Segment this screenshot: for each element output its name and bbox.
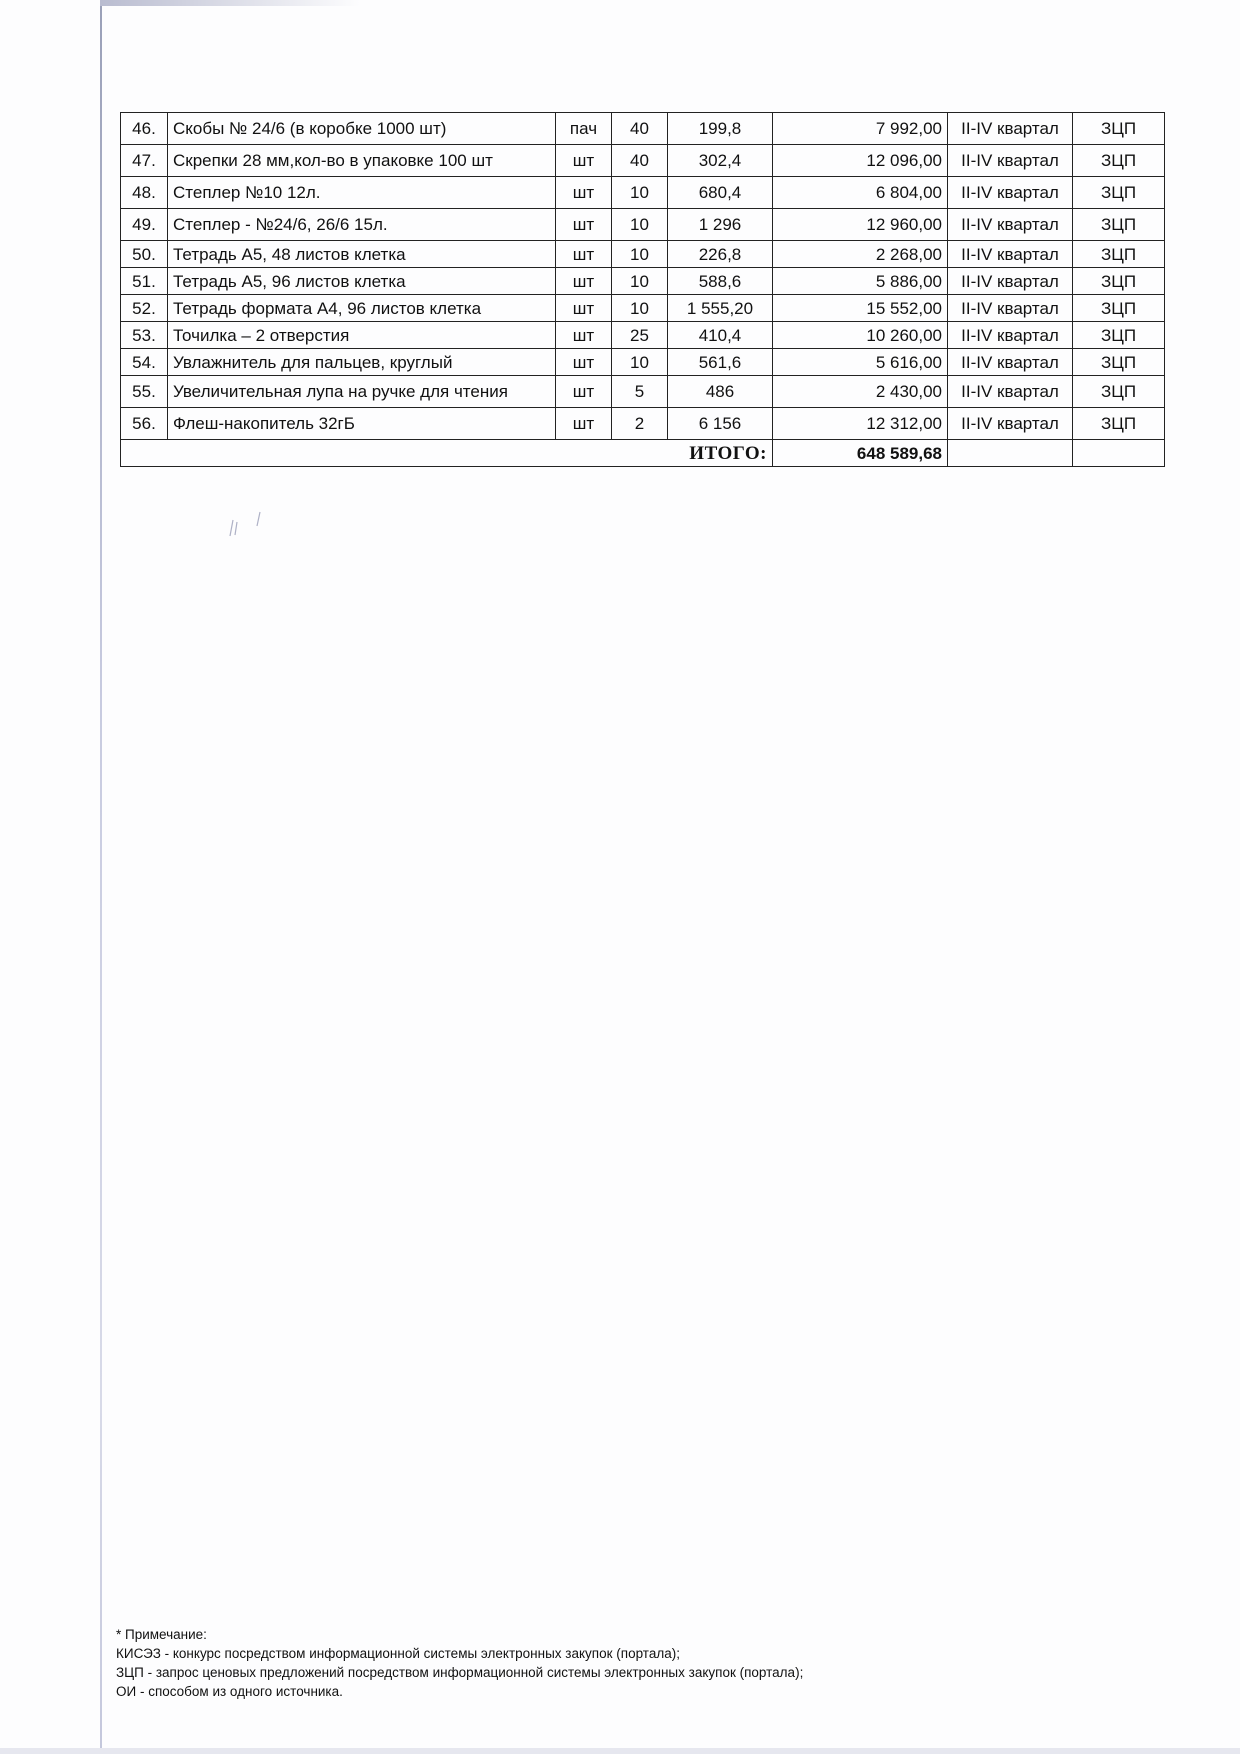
- cell-num: 48.: [121, 177, 168, 209]
- cell-price: 1 296: [668, 209, 773, 241]
- cell-num: 53.: [121, 322, 168, 349]
- table-row: [121, 177, 1165, 209]
- table-row: [121, 322, 1165, 349]
- cell-name: Увеличительная лупа на ручке для чтения: [168, 376, 556, 408]
- cell-method: ЗЦП: [1073, 268, 1165, 295]
- cell-method: ЗЦП: [1073, 295, 1165, 322]
- cell-num: 49.: [121, 209, 168, 241]
- cell-method: ЗЦП: [1073, 349, 1165, 376]
- cell-price: 680,4: [668, 177, 773, 209]
- table-row: [121, 145, 1165, 177]
- cell-qty: 25: [612, 322, 668, 349]
- scan-shadow: [100, 0, 360, 6]
- cell-sum: 12 960,00: [773, 209, 948, 241]
- cell-period: II-IV квартал: [948, 145, 1073, 177]
- cell-period: II-IV квартал: [948, 408, 1073, 440]
- cell-period: II-IV квартал: [948, 177, 1073, 209]
- cell-period: II-IV квартал: [948, 376, 1073, 408]
- cell-qty: 10: [612, 209, 668, 241]
- cell-num: 52.: [121, 295, 168, 322]
- cell-unit: шт: [556, 349, 612, 376]
- cell-sum: 12 096,00: [773, 145, 948, 177]
- cell-qty: 10: [612, 241, 668, 268]
- table-body: [121, 113, 1165, 440]
- cell-name: Флеш-накопитель 32гБ: [168, 408, 556, 440]
- cell-price: 199,8: [668, 113, 773, 145]
- cell-unit: шт: [556, 145, 612, 177]
- cell-qty: 5: [612, 376, 668, 408]
- cell-sum: 2 430,00: [773, 376, 948, 408]
- page-bottom-edge: [0, 1748, 1240, 1754]
- cell-name: Тетрадь А5, 96 листов клетка: [168, 268, 556, 295]
- cell-unit: шт: [556, 295, 612, 322]
- cell-sum: 6 804,00: [773, 177, 948, 209]
- cell-sum: 5 886,00: [773, 268, 948, 295]
- table-row: [121, 376, 1165, 408]
- cell-num: 54.: [121, 349, 168, 376]
- cell-qty: 10: [612, 295, 668, 322]
- total-sum: 648 589,68: [773, 440, 948, 467]
- cell-period: II-IV квартал: [948, 209, 1073, 241]
- cell-qty: 10: [612, 177, 668, 209]
- cell-name: Тетрадь А5, 48 листов клетка: [168, 241, 556, 268]
- cell-method: ЗЦП: [1073, 241, 1165, 268]
- cell-method: ЗЦП: [1073, 209, 1165, 241]
- cell-unit: шт: [556, 376, 612, 408]
- cell-name: Скрепки 28 мм,кол-во в упаковке 100 шт: [168, 145, 556, 177]
- total-label: ИТОГО:: [121, 440, 773, 467]
- cell-unit: пач: [556, 113, 612, 145]
- cell-period: II-IV квартал: [948, 322, 1073, 349]
- cell-num: 47.: [121, 145, 168, 177]
- total-method-empty: [1073, 440, 1165, 467]
- cell-method: ЗЦП: [1073, 322, 1165, 349]
- cell-num: 51.: [121, 268, 168, 295]
- footnote-line: ОИ - способом из одного источника.: [116, 1684, 343, 1699]
- cell-name: Увлажнитель для пальцев, круглый: [168, 349, 556, 376]
- cell-name: Степлер - №24/6, 26/6 15л.: [168, 209, 556, 241]
- items-table: [120, 112, 1165, 467]
- cell-method: ЗЦП: [1073, 177, 1165, 209]
- cell-sum: 15 552,00: [773, 295, 948, 322]
- table-row: [121, 349, 1165, 376]
- cell-num: 46.: [121, 113, 168, 145]
- cell-period: II-IV квартал: [948, 113, 1073, 145]
- cell-qty: 10: [612, 349, 668, 376]
- footnote-line: ЗЦП - запрос ценовых предложений посредством информационной системы электронных закупок (портала);: [116, 1665, 804, 1680]
- cell-unit: шт: [556, 322, 612, 349]
- cell-sum: 10 260,00: [773, 322, 948, 349]
- cell-method: ЗЦП: [1073, 408, 1165, 440]
- cell-name: Скобы № 24/6 (в коробке 1000 шт): [168, 113, 556, 145]
- cell-unit: шт: [556, 241, 612, 268]
- cell-period: II-IV квартал: [948, 268, 1073, 295]
- cell-price: 6 156: [668, 408, 773, 440]
- cell-method: ЗЦП: [1073, 376, 1165, 408]
- cell-period: II-IV квартал: [948, 241, 1073, 268]
- table-row: [121, 209, 1165, 241]
- cell-unit: шт: [556, 209, 612, 241]
- cell-unit: шт: [556, 408, 612, 440]
- cell-name: Точилка – 2 отверстия: [168, 322, 556, 349]
- cell-price: 226,8: [668, 241, 773, 268]
- cell-period: II-IV квартал: [948, 295, 1073, 322]
- cell-qty: 2: [612, 408, 668, 440]
- cell-name: Степлер №10 12л.: [168, 177, 556, 209]
- table-row: [121, 241, 1165, 268]
- footnote-title: * Примечание:: [116, 1627, 207, 1642]
- table-row: [121, 295, 1165, 322]
- cell-sum: 5 616,00: [773, 349, 948, 376]
- cell-num: 55.: [121, 376, 168, 408]
- cell-price: 486: [668, 376, 773, 408]
- cell-sum: 2 268,00: [773, 241, 948, 268]
- cell-method: ЗЦП: [1073, 113, 1165, 145]
- cell-qty: 40: [612, 113, 668, 145]
- cell-price: 410,4: [668, 322, 773, 349]
- cell-num: 50.: [121, 241, 168, 268]
- cell-unit: шт: [556, 268, 612, 295]
- table-row: [121, 113, 1165, 145]
- table-row: [121, 268, 1165, 295]
- total-period-empty: [948, 440, 1073, 467]
- table-row: [121, 408, 1165, 440]
- cell-sum: 12 312,00: [773, 408, 948, 440]
- cell-qty: 10: [612, 268, 668, 295]
- cell-period: II-IV квартал: [948, 349, 1073, 376]
- total-row: [121, 440, 1165, 467]
- cell-price: 302,4: [668, 145, 773, 177]
- cell-num: 56.: [121, 408, 168, 440]
- cell-price: 1 555,20: [668, 295, 773, 322]
- footnote-line: КИСЭЗ - конкурс посредством информационной системы электронных закупок (портала);: [116, 1646, 680, 1661]
- cell-unit: шт: [556, 177, 612, 209]
- pen-mark: [226, 508, 266, 538]
- footnote: [116, 1625, 803, 1701]
- binder-edge-line: [100, 0, 102, 1754]
- cell-sum: 7 992,00: [773, 113, 948, 145]
- cell-name: Тетрадь формата А4, 96 листов клетка: [168, 295, 556, 322]
- cell-price: 588,6: [668, 268, 773, 295]
- cell-qty: 40: [612, 145, 668, 177]
- cell-method: ЗЦП: [1073, 145, 1165, 177]
- cell-price: 561,6: [668, 349, 773, 376]
